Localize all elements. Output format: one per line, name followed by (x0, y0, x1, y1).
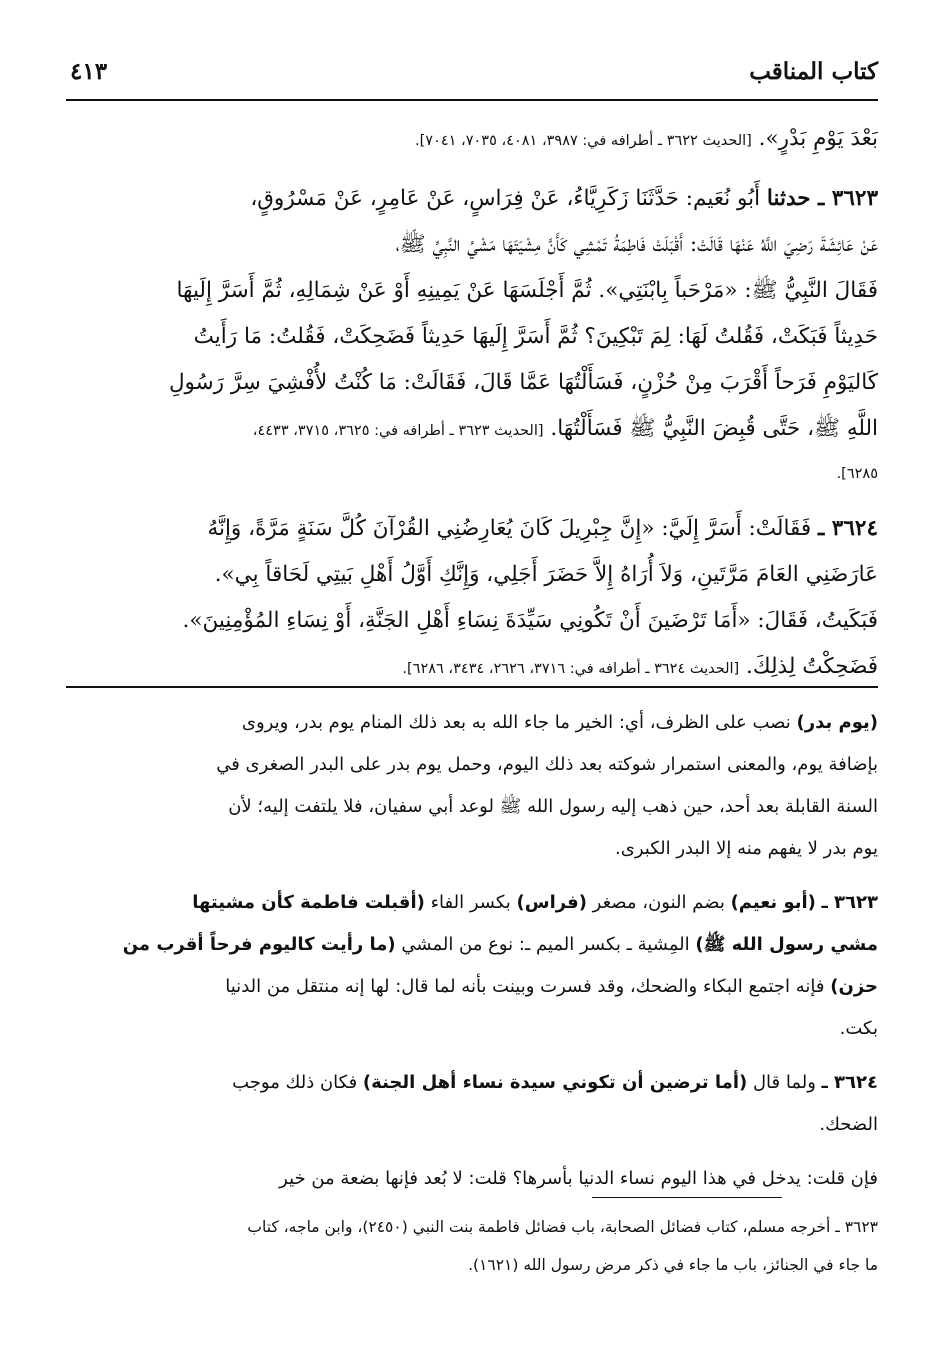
commentary-line (60, 702, 878, 744)
hadith-text-line: بَعْدَ يَوْمِ بَدْرٍ». (751, 126, 878, 151)
commentary-term: (أما ترضين أن تكوني سيدة نساء أهل الجنة) (362, 1072, 748, 1093)
commentary-line: فإن قلت: يدخل في هذا اليوم نساء الدنيا بأسرها؟ قلت: لا بُعد فإنها بضعة من خير (279, 1168, 878, 1189)
commentary-line: بإضافة يوم، والمعنى استمرار شوكته بعد ذلك اليوم، وحمل يوم بدر على البدر الصغرى في (216, 754, 878, 775)
hadith-number: ٣٦٢٤ ـ (818, 516, 878, 541)
spacer (60, 1050, 878, 1062)
previous-hadith-ending (60, 116, 878, 162)
commentary-line: يوم بدر لا يفهم منه إلا البدر الكبرى. (615, 838, 878, 859)
hadith-3623-line-2: عَنْ عَائِشَةَ رَضِيَ اللَّهُ عَنْهَا قَالَتْ: أَقْبَلَتْ فَاطِمَةُ تَمْشِي كَأَنَّ مِشْيَتَهَا مَشْيُ النَّبِيِّ ﷺ، (395, 232, 878, 257)
hadith-reference: [الحديث ٣٦٢٤ ـ أطرافه في: ٣٧١٦، ٢٦٢٦، ٣٤٣٤، ٦٢٨٦]. (402, 661, 740, 677)
hadith-3623-line-4: حَدِيثاً فَبَكَتْ، فَقُلتُ لَهَا: لِمَ تَبْكِينَ؟ ثُمَّ أَسَرَّ إِلَيهَا حَدِيثاً فَضَحِكَتْ، فَقُلتُ: مَا رَأَيتُ (193, 324, 878, 349)
commentary-text: نصب على الظرف، أي: الخير ما جاء الله به بعد ذلك المنام يوم بدر، ويروى (241, 712, 797, 733)
commentary-term: (أقبلت فاطمة كأن مشيتها (192, 892, 425, 913)
hadith-reference: ٦٢٨٥]. (836, 466, 878, 482)
hadith-number: ٣٦٢٣ ـ حدثنا (766, 186, 878, 211)
hadith-3624-line-4 (60, 644, 878, 690)
commentary-term: (فراس) (516, 892, 587, 913)
commentary-term: (أبو نعيم) (730, 892, 816, 913)
spacer (60, 1146, 878, 1158)
commentary-line (60, 882, 878, 924)
hadith-text-line: أَبُو نُعَيم: حَدَّثَنَا زَكَرِيَّاءُ، عَنْ فِرَاسٍ، عَنْ عَامِرٍ، عَنْ مَسْرُوقٍ، (250, 186, 767, 211)
commentary-text: بضم النون، مصغر (586, 892, 731, 913)
commentary-text: فكان ذلك موجب (232, 1072, 363, 1093)
hadith-3624-line-1 (60, 506, 878, 552)
commentary-text: فإنه اجتمع البكاء والضحك، وقد فسرت وبينت بأنه لما قال: لها إنه منتقل من الدنيا (225, 976, 831, 997)
page-number: ٤١٣ (70, 58, 108, 85)
commentary-text: المِشية ـ بكسر الميم ـ: نوع من المشي (395, 934, 696, 955)
hadith-reference: [الحديث ٣٦٢٢ ـ أطرافه في: ٣٩٨٧، ٤٠٨١، ٧٠٣٥، ٧٠٤١]. (415, 133, 752, 149)
page-header (66, 52, 878, 96)
commentary (60, 702, 878, 1200)
commentary-line (60, 924, 878, 966)
hadith-3624-line-3: فَبَكَيتُ، فَقَالَ: «أَمَا تَرْضَينَ أَنْ تَكُونِي سَيِّدَةَ نِسَاءِ أَهْلِ الجَنَّةِ، أَوْ نِسَاءِ المُؤْمِنِينَ». (182, 608, 878, 633)
header-divider (66, 99, 878, 101)
commentary-term: مشي رسول الله ﷺ) (695, 934, 878, 955)
hadith-3623-line-1 (60, 176, 878, 222)
hadith-reference: [الحديث ٣٦٢٣ ـ أطرافه في: ٣٦٢٥، ٣٧١٥، ٤٤٣٣، (252, 423, 544, 439)
commentary-line: بكت. (839, 1018, 878, 1039)
book-title: كتاب المناقب (749, 58, 878, 85)
commentary-term: (ما رأيت كاليوم فرحاً أقرب من (122, 934, 396, 955)
commentary-line (60, 966, 878, 1008)
hadith-3623-line-3: فَقَالَ النَّبِيُّ ﷺ: «مَرْحَباً بِابْنَتِي». ثُمَّ أَجْلَسَهَا عَنْ يَمِينِهِ أَوْ عَنْ شِمَالِهِ، ثُمَّ أَسَرَّ إِلَيهَا (176, 278, 878, 303)
spacer (60, 870, 878, 882)
commentary-number: ٣٦٢٤ ـ (821, 1072, 878, 1093)
commentary-text: ولما قال (747, 1072, 822, 1093)
footnotes (60, 1208, 878, 1284)
hadith-3624-line-2: عَارَضَنِي العَامَ مَرَّتَينِ، وَلاَ أُرَاهُ إِلاَّ حَضَرَ أَجَلِي، وَإِنَّكِ أَوَّلُ أَهْلِ بَيتِي لَحَاقاً بِي». (214, 562, 878, 587)
commentary-term: حزن) (830, 976, 878, 997)
commentary-text: بكسر الفاء (424, 892, 517, 913)
commentary-line: السنة القابلة بعد أحد، حين ذهب إليه رسول الله ﷺ لوعد أبي سفيان، فلا يلتفت إليه؛ لأن (228, 796, 878, 817)
hadith-3623-line-6 (60, 406, 878, 452)
commentary-term: (يوم بدر) (796, 712, 878, 733)
hadith-text (60, 116, 878, 690)
footnote-divider (592, 1197, 782, 1198)
footnote-line: ما جاء في الجنائز، باب ما جاء في ذكر مرض رسول الله (١٦٢١). (468, 1256, 878, 1274)
hadith-text-line: اللَّهِ ﷺ، حَتَّى قُبِضَ النَّبِيُّ ﷺ فَسَأَلْتُهَا. (543, 416, 878, 441)
hadith-3623-line-5: كَاليَوْمِ فَرَحاً أَقْرَبَ مِنْ حُزْنٍ، فَسَأَلْتُهَا عَمَّا قَالَ، فَقَالَتْ: مَا كُنْتُ لأُفْشِيَ سِرَّ رَسُولِ (168, 370, 878, 395)
commentary-divider (66, 686, 878, 688)
commentary-number: ٣٦٢٣ ـ (821, 892, 878, 913)
footnote-line: ٣٦٢٣ ـ أخرجه مسلم، كتاب فضائل الصحابة، باب فضائل فاطمة بنت النبي (٢٤٥٠)، وابن ماجه، كتاب (247, 1218, 878, 1236)
spacer (60, 162, 878, 176)
hadith-text-line: فَضَحِكْتُ لِذلِكَ. (739, 654, 878, 679)
commentary-line: الضحك. (819, 1114, 878, 1135)
commentary-line (60, 1062, 878, 1104)
spacer (60, 492, 878, 506)
hadith-text-line: فَقَالَتْ: أَسَرَّ إِلَيَّ: «إِنَّ جِبْرِيلَ كَانَ يُعَارِضُنِي القُرْآنَ كُلَّ سَنَةٍ مَرَّةً، وَإِنَّهُ (207, 516, 818, 541)
hadith-3623-reference-end (60, 452, 878, 492)
